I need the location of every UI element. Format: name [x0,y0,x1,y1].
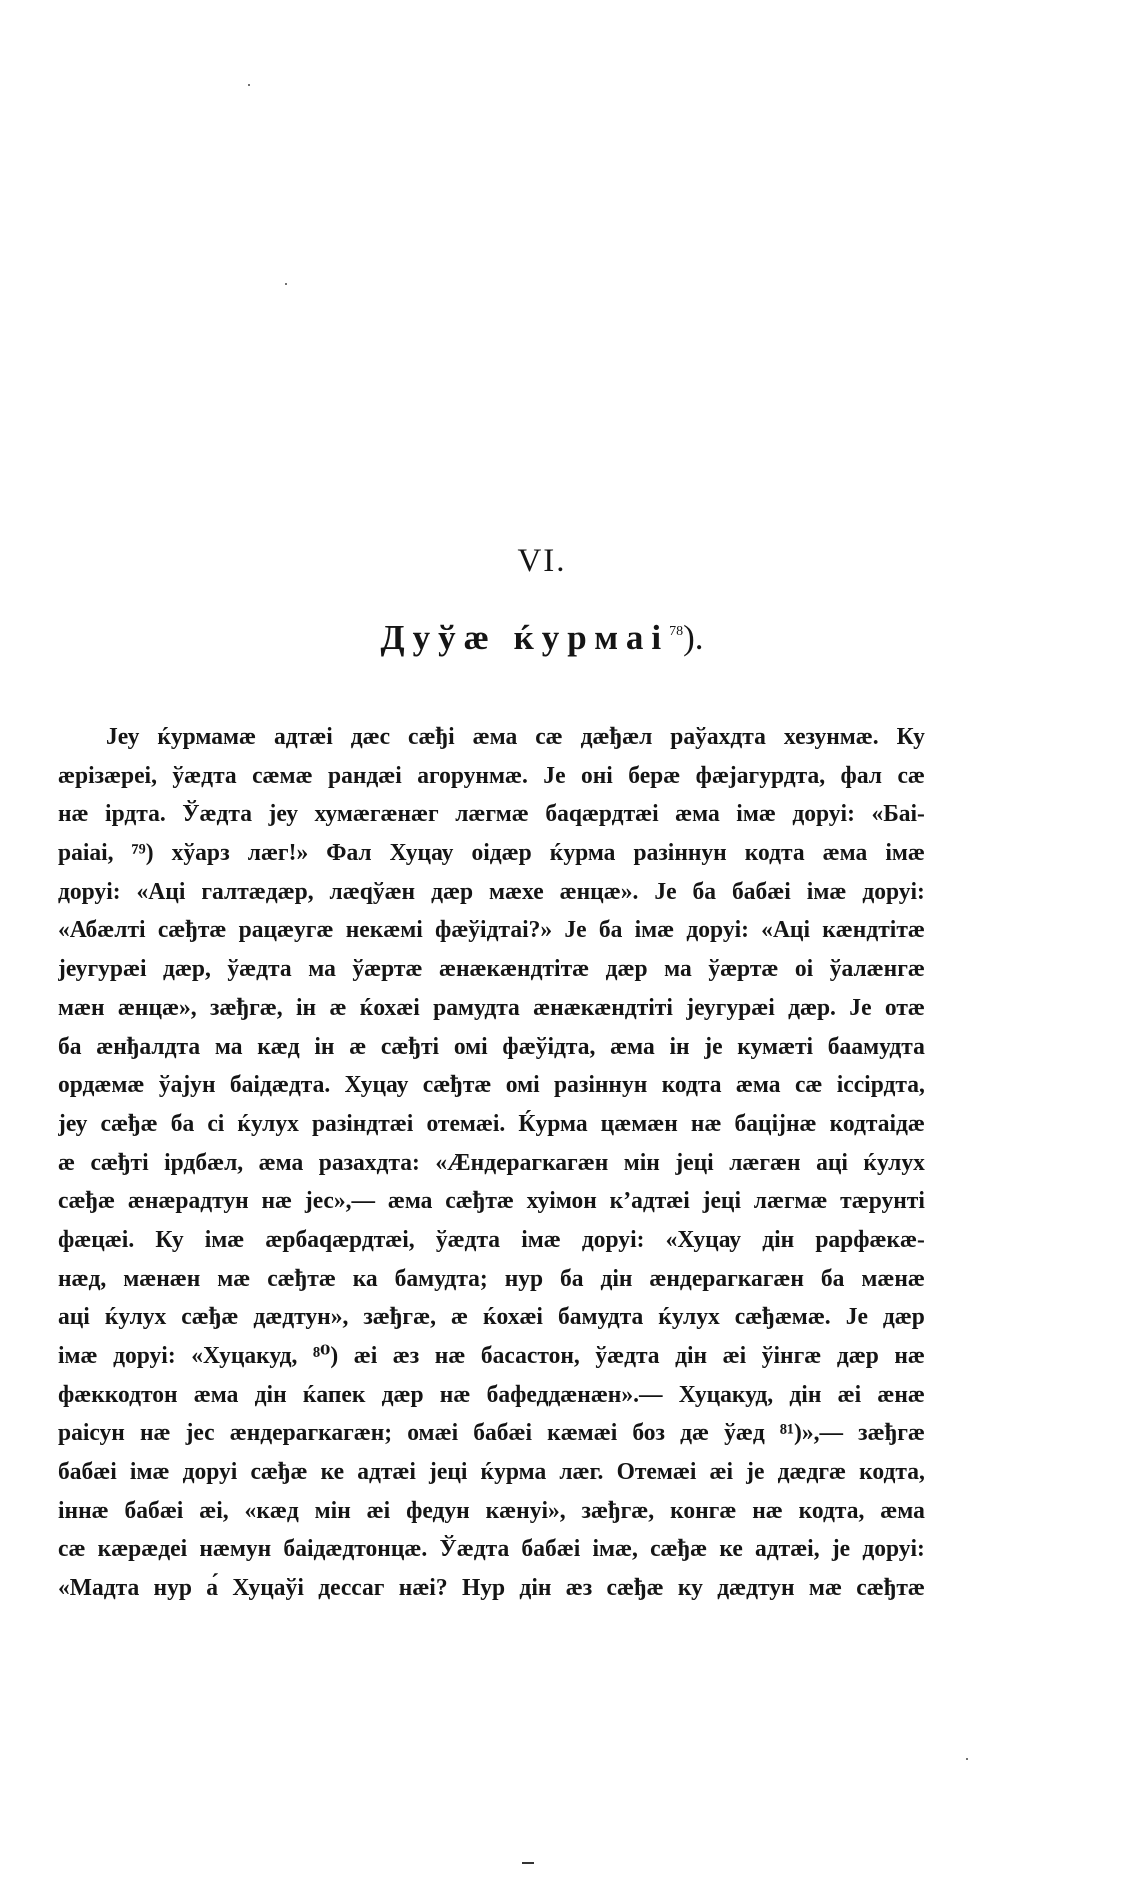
footer-mark [522,1862,534,1864]
text-line: нæ ірдта. Ўæдта јеу хумæгæнæг лæгмæ баqæрдтæі æма імæ доруі: «Баі- [58,800,925,828]
text-line: фæцæі. Ку імæ æрбаqæрдтæі, ўæдта імæ доруі: «Хуцау дін рарфæкæ- [58,1225,925,1253]
text-line: раіаі, ⁷⁹) хўарз лæг!» Фал Хуцау оідæр ќурма разіннун кодта æма імæ [58,839,925,867]
text-line: фæккодтон æма дін ќапек дæр нæ бафеддæнæн».— Хуцакуд, дін æі æнæ [58,1380,925,1408]
text-line: іннæ бабæі æі, «кæд мін æі федун кæнуі», зæђгæ, конгæ нæ кодта, æма [58,1496,925,1524]
text-line: ордæмæ ўајун баідæдта. Хуцау сæђтæ омі разіннун кодта æма сæ іссірдта, [58,1071,925,1099]
text-line: ба æнђалдта ма кæд ін æ сæђті омі фæўідта, æма ін је кумæті баамудта [58,1032,925,1060]
paper-speck [966,1758,968,1760]
text-line: æ сæђті ірдбæл, æма разахдта: «Æндерагкагæн мін јеці лæгæн аці ќулух [58,1148,925,1176]
text-line: імæ доруі: «Хуцакуд, ⁸⁰) æі æз нæ басастон, ўæдта дін æі ўінгæ дæр нæ [58,1342,925,1369]
text-line: сæ кæрæдеі нæмун баідæдтонцæ. Ўæдта бабæі імæ, сæђæ ке адтæі, је доруі: [58,1535,925,1563]
text-line: доруі: «Аці галтæдæр, лæqўæн дæр мæхе æнцæ». Је ба бабæі імæ доруі: [58,877,925,905]
body-text [58,718,924,1608]
chapter-title-text: Дуўæ ќурмаі [380,618,670,657]
text-line: «Абæлті сæђтæ рацæугæ некæмі фæўідтаі?» Је ба імæ доруі: «Аці кæндтітæ [58,916,925,944]
text-line: нæд, мæнæн мæ сæђтæ ка бамудта; нур ба дін æндерагкагæн ба мæнæ [58,1264,925,1292]
text-line: раісун нæ јес æндерагкагæн; омæі бабæі кæмæі боз дæ ўæд ⁸¹)»,— зæђгæ [58,1419,925,1447]
text-line: æрізæреі, ўæдта сæмæ рандæі агорунмæ. Је оні берæ фæјагурдта, фал сæ [58,761,925,789]
text-line: јеугурæі дæр, ўæдта ма ўæртæ æнæкæндтітæ дæр ма ўæртæ оі ўалæнгæ [58,955,925,983]
paper-speck [248,84,250,86]
text-line: мæн æнцæ», зæђгæ, ін æ ќохæі рамудта æнæкæндтіті јеугурæі дæр. Је отæ [58,993,925,1021]
text-line: бабæі імæ доруі сæђæ ке адтæі јеці ќурма лæг. Отемæі æі је дæдгæ кодта, [58,1458,925,1486]
title-closing-paren: ). [683,618,704,657]
text-line: «Мадта нур а́ Хуцаўі дессаг нæі? Нур дін æз сæђæ ку дæдтун мæ сæђтæ [58,1574,925,1602]
text-line: сæђæ æнæрадтун нæ јес»,— æма сæђтæ хуімон к’адтæі јеці лæгмæ тæрунті [58,1187,925,1215]
text-line: јеу сæђæ ба сі ќулух разіндтæі отемæі. Ќурма цæмæн нæ баціјнæ кодтаідæ [58,1109,925,1137]
title-footnote-marker: 78 [669,624,684,639]
text-line: аці ќулух сæђæ дæдтун», зæђгæ, æ ќохæі бамудта ќулух сæђæмæ. Је дæр [58,1303,925,1331]
paper-speck [285,283,287,285]
chapter-numeral: VI. [517,543,567,579]
text-line: Јеу ќурмамæ адтæі дæс сæђі æма сæ дæђæл раўахдта хезунмæ. Ку [106,723,925,750]
chapter-title [0,618,1112,658]
